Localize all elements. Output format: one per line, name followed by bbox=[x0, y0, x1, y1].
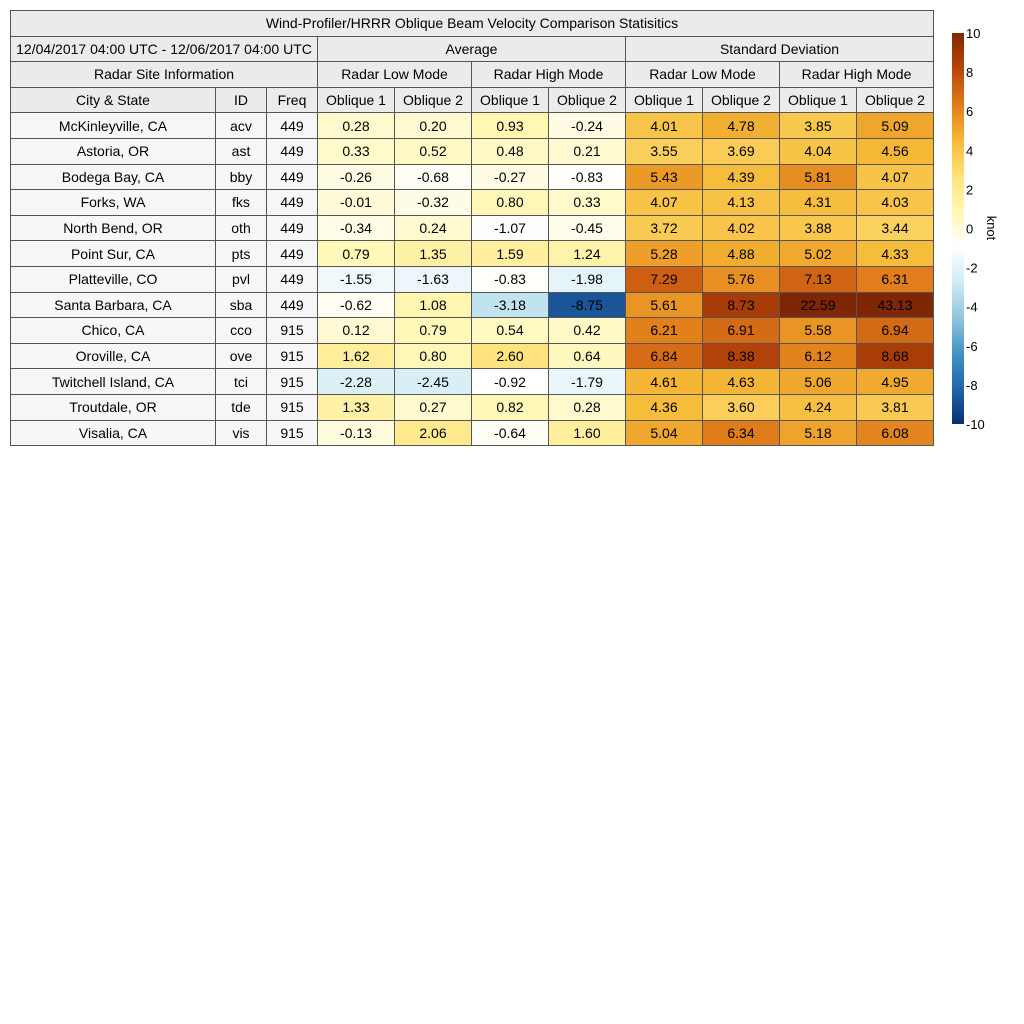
table-title: Wind-Profiler/HRRR Oblique Beam Velocity Comparison Statisitics bbox=[11, 11, 934, 37]
std-low-oblique2-cell: 8.73 bbox=[703, 292, 780, 318]
site-id: tde bbox=[216, 394, 267, 420]
colorbar-ticks bbox=[966, 26, 985, 432]
std-low-oblique2-cell: 4.02 bbox=[703, 215, 780, 241]
std-high-oblique1-cell: 5.02 bbox=[780, 241, 857, 267]
colorbar-tick-label: 10 bbox=[966, 26, 981, 41]
avg-high-oblique1-cell: 0.54 bbox=[472, 318, 549, 344]
avg-low-oblique2-cell: 0.20 bbox=[395, 113, 472, 139]
std-low-oblique1-cell: 6.84 bbox=[626, 343, 703, 369]
site-city: Troutdale, OR bbox=[11, 394, 216, 420]
avg-high-oblique1-cell: -0.64 bbox=[472, 420, 549, 446]
std-high-mode-header: Radar High Mode bbox=[780, 62, 934, 88]
std-dev-header: Standard Deviation bbox=[626, 36, 934, 62]
std-high-oblique2-cell: 6.94 bbox=[857, 318, 934, 344]
avg-high-oblique2-cell: 0.64 bbox=[549, 343, 626, 369]
std-low-oblique1-cell: 5.43 bbox=[626, 164, 703, 190]
std-high-oblique2-cell: 3.81 bbox=[857, 394, 934, 420]
avg-low-oblique1-cell: -0.34 bbox=[318, 215, 395, 241]
std-high-oblique2-cell: 4.03 bbox=[857, 190, 934, 216]
site-freq: 449 bbox=[267, 164, 318, 190]
std-high-oblique1-cell: 6.12 bbox=[780, 343, 857, 369]
avg-high-oblique1-cell: 0.82 bbox=[472, 394, 549, 420]
std-low-oblique1-cell: 5.28 bbox=[626, 241, 703, 267]
std-high-oblique1-cell: 3.88 bbox=[780, 215, 857, 241]
std-high-oblique1-cell: 5.18 bbox=[780, 420, 857, 446]
colorbar-tick-label: -2 bbox=[966, 260, 978, 276]
std-high-oblique1-cell: 5.06 bbox=[780, 369, 857, 395]
std-low-oblique1-cell: 3.72 bbox=[626, 215, 703, 241]
id-column-header: ID bbox=[216, 87, 267, 113]
site-city: Chico, CA bbox=[11, 318, 216, 344]
colorbar-tick-label: 0 bbox=[966, 221, 974, 237]
std-low-oblique2-cell: 4.13 bbox=[703, 190, 780, 216]
std-high-oblique2-cell: 6.31 bbox=[857, 266, 934, 292]
site-city: North Bend, OR bbox=[11, 215, 216, 241]
site-id: tci bbox=[216, 369, 267, 395]
avg-low-oblique1-cell: -2.28 bbox=[318, 369, 395, 395]
avg-high-oblique2-cell: -0.83 bbox=[549, 164, 626, 190]
avg-high-oblique2-cell: -8.75 bbox=[549, 292, 626, 318]
avg-high-oblique2-cell: -1.79 bbox=[549, 369, 626, 395]
avg-low-oblique1-cell: -0.01 bbox=[318, 190, 395, 216]
std-high-oblique1-header: Oblique 1 bbox=[780, 87, 857, 113]
avg-high-oblique1-cell: 0.48 bbox=[472, 138, 549, 164]
std-high-oblique1-cell: 4.24 bbox=[780, 394, 857, 420]
site-freq: 449 bbox=[267, 292, 318, 318]
site-freq: 915 bbox=[267, 369, 318, 395]
avg-low-oblique1-cell: 0.33 bbox=[318, 138, 395, 164]
avg-low-oblique1-cell: 1.33 bbox=[318, 394, 395, 420]
avg-high-oblique2-cell: -1.98 bbox=[549, 266, 626, 292]
avg-high-oblique1-cell: 0.80 bbox=[472, 190, 549, 216]
std-high-oblique1-cell: 22.59 bbox=[780, 292, 857, 318]
site-city: Point Sur, CA bbox=[11, 241, 216, 267]
avg-high-oblique1-cell: 1.59 bbox=[472, 241, 549, 267]
avg-low-oblique1-cell: -0.13 bbox=[318, 420, 395, 446]
colorbar-tick-label: -4 bbox=[966, 299, 978, 315]
city-column-header: City & State bbox=[11, 87, 216, 113]
avg-high-oblique2-cell: 0.33 bbox=[549, 190, 626, 216]
site-city: Visalia, CA bbox=[11, 420, 216, 446]
std-low-oblique2-cell: 3.69 bbox=[703, 138, 780, 164]
site-id: ove bbox=[216, 343, 267, 369]
avg-low-oblique2-cell: -2.45 bbox=[395, 369, 472, 395]
std-high-oblique2-cell: 8.68 bbox=[857, 343, 934, 369]
std-high-oblique1-cell: 4.04 bbox=[780, 138, 857, 164]
site-id: bby bbox=[216, 164, 267, 190]
std-low-oblique1-cell: 4.36 bbox=[626, 394, 703, 420]
std-high-oblique1-cell: 4.31 bbox=[780, 190, 857, 216]
std-low-oblique1-header: Oblique 1 bbox=[626, 87, 703, 113]
avg-high-oblique1-cell: -0.27 bbox=[472, 164, 549, 190]
avg-low-oblique2-cell: 0.79 bbox=[395, 318, 472, 344]
site-freq: 915 bbox=[267, 394, 318, 420]
std-low-oblique2-cell: 4.88 bbox=[703, 241, 780, 267]
avg-low-oblique1-cell: -0.62 bbox=[318, 292, 395, 318]
std-low-oblique2-cell: 5.76 bbox=[703, 266, 780, 292]
site-city: Forks, WA bbox=[11, 190, 216, 216]
colorbar-tick-label: -8 bbox=[966, 377, 978, 393]
std-low-oblique1-cell: 4.07 bbox=[626, 190, 703, 216]
avg-low-oblique2-cell: 1.35 bbox=[395, 241, 472, 267]
avg-low-oblique2-cell: 0.24 bbox=[395, 215, 472, 241]
avg-high-oblique1-cell: -3.18 bbox=[472, 292, 549, 318]
date-range: 12/04/2017 04:00 UTC - 12/06/2017 04:00 UTC bbox=[11, 36, 318, 62]
std-low-oblique2-header: Oblique 2 bbox=[703, 87, 780, 113]
site-city: Platteville, CO bbox=[11, 266, 216, 292]
std-high-oblique1-cell: 3.85 bbox=[780, 113, 857, 139]
std-high-oblique2-cell: 4.95 bbox=[857, 369, 934, 395]
colorbar-tick-label: -6 bbox=[966, 338, 978, 354]
avg-low-oblique2-cell: -1.63 bbox=[395, 266, 472, 292]
std-high-oblique2-cell: 4.33 bbox=[857, 241, 934, 267]
std-low-oblique1-cell: 6.21 bbox=[626, 318, 703, 344]
avg-high-mode-header: Radar High Mode bbox=[472, 62, 626, 88]
std-low-oblique1-cell: 5.61 bbox=[626, 292, 703, 318]
site-freq: 915 bbox=[267, 318, 318, 344]
site-id: pts bbox=[216, 241, 267, 267]
avg-low-oblique1-cell: 0.79 bbox=[318, 241, 395, 267]
avg-low-oblique2-cell: 0.52 bbox=[395, 138, 472, 164]
std-low-oblique2-cell: 4.39 bbox=[703, 164, 780, 190]
std-low-oblique2-cell: 4.78 bbox=[703, 113, 780, 139]
site-id: cco bbox=[216, 318, 267, 344]
std-high-oblique1-cell: 5.81 bbox=[780, 164, 857, 190]
avg-high-oblique2-cell: 0.42 bbox=[549, 318, 626, 344]
std-low-mode-header: Radar Low Mode bbox=[626, 62, 780, 88]
site-city: Twitchell Island, CA bbox=[11, 369, 216, 395]
colorbar-tick-label: 4 bbox=[966, 143, 974, 159]
avg-high-oblique1-cell: -0.83 bbox=[472, 266, 549, 292]
colorbar-tick-label: 2 bbox=[966, 182, 974, 198]
std-high-oblique1-cell: 5.58 bbox=[780, 318, 857, 344]
avg-low-oblique2-header: Oblique 2 bbox=[395, 87, 472, 113]
avg-high-oblique1-cell: 2.60 bbox=[472, 343, 549, 369]
colorbar-tick-label: 8 bbox=[966, 65, 974, 81]
site-city: Bodega Bay, CA bbox=[11, 164, 216, 190]
site-freq: 449 bbox=[267, 215, 318, 241]
std-low-oblique2-cell: 3.60 bbox=[703, 394, 780, 420]
avg-low-oblique2-cell: -0.32 bbox=[395, 190, 472, 216]
avg-low-oblique2-cell: 1.08 bbox=[395, 292, 472, 318]
std-high-oblique2-cell: 4.07 bbox=[857, 164, 934, 190]
std-high-oblique2-cell: 3.44 bbox=[857, 215, 934, 241]
std-high-oblique2-cell: 43.13 bbox=[857, 292, 934, 318]
site-id: pvl bbox=[216, 266, 267, 292]
site-info-header: Radar Site Information bbox=[11, 62, 318, 88]
avg-high-oblique2-cell: 1.24 bbox=[549, 241, 626, 267]
avg-low-oblique1-cell: 1.62 bbox=[318, 343, 395, 369]
site-city: Santa Barbara, CA bbox=[11, 292, 216, 318]
avg-high-oblique2-cell: 0.21 bbox=[549, 138, 626, 164]
std-high-oblique2-header: Oblique 2 bbox=[857, 87, 934, 113]
freq-column-header: Freq bbox=[267, 87, 318, 113]
site-freq: 449 bbox=[267, 266, 318, 292]
site-freq: 449 bbox=[267, 113, 318, 139]
avg-high-oblique2-header: Oblique 2 bbox=[549, 87, 626, 113]
site-freq: 449 bbox=[267, 190, 318, 216]
average-header: Average bbox=[318, 36, 626, 62]
std-low-oblique1-cell: 7.29 bbox=[626, 266, 703, 292]
std-high-oblique1-cell: 7.13 bbox=[780, 266, 857, 292]
site-id: fks bbox=[216, 190, 267, 216]
avg-low-oblique1-cell: -0.26 bbox=[318, 164, 395, 190]
std-high-oblique2-cell: 4.56 bbox=[857, 138, 934, 164]
site-id: oth bbox=[216, 215, 267, 241]
avg-high-oblique1-cell: -1.07 bbox=[472, 215, 549, 241]
std-low-oblique2-cell: 6.34 bbox=[703, 420, 780, 446]
std-high-oblique2-cell: 5.09 bbox=[857, 113, 934, 139]
avg-low-oblique2-cell: 0.27 bbox=[395, 394, 472, 420]
site-city: Astoria, OR bbox=[11, 138, 216, 164]
site-id: acv bbox=[216, 113, 267, 139]
avg-high-oblique1-cell: -0.92 bbox=[472, 369, 549, 395]
site-id: vis bbox=[216, 420, 267, 446]
colorbar-tick-label: 6 bbox=[966, 104, 974, 120]
std-low-oblique1-cell: 5.04 bbox=[626, 420, 703, 446]
site-freq: 449 bbox=[267, 138, 318, 164]
avg-low-oblique1-cell: 0.12 bbox=[318, 318, 395, 344]
std-low-oblique1-cell: 4.01 bbox=[626, 113, 703, 139]
avg-high-oblique1-header: Oblique 1 bbox=[472, 87, 549, 113]
colorbar-gradient bbox=[952, 33, 964, 424]
site-freq: 449 bbox=[267, 241, 318, 267]
std-low-oblique2-cell: 6.91 bbox=[703, 318, 780, 344]
colorbar-label: knot bbox=[984, 215, 999, 241]
site-freq: 915 bbox=[267, 420, 318, 446]
avg-high-oblique2-cell: -0.24 bbox=[549, 113, 626, 139]
std-high-oblique2-cell: 6.08 bbox=[857, 420, 934, 446]
site-city: Oroville, CA bbox=[11, 343, 216, 369]
site-id: ast bbox=[216, 138, 267, 164]
avg-low-oblique1-header: Oblique 1 bbox=[318, 87, 395, 113]
avg-low-oblique2-cell: 2.06 bbox=[395, 420, 472, 446]
avg-low-oblique2-cell: 0.80 bbox=[395, 343, 472, 369]
std-low-oblique2-cell: 8.38 bbox=[703, 343, 780, 369]
avg-high-oblique2-cell: 1.60 bbox=[549, 420, 626, 446]
site-city: McKinleyville, CA bbox=[11, 113, 216, 139]
std-low-oblique1-cell: 4.61 bbox=[626, 369, 703, 395]
avg-high-oblique1-cell: 0.93 bbox=[472, 113, 549, 139]
avg-low-oblique1-cell: 0.28 bbox=[318, 113, 395, 139]
avg-high-oblique2-cell: 0.28 bbox=[549, 394, 626, 420]
avg-low-mode-header: Radar Low Mode bbox=[318, 62, 472, 88]
avg-high-oblique2-cell: -0.45 bbox=[549, 215, 626, 241]
std-low-oblique2-cell: 4.63 bbox=[703, 369, 780, 395]
avg-low-oblique2-cell: -0.68 bbox=[395, 164, 472, 190]
colorbar-tick-label: -10 bbox=[966, 417, 985, 432]
avg-low-oblique1-cell: -1.55 bbox=[318, 266, 395, 292]
std-low-oblique1-cell: 3.55 bbox=[626, 138, 703, 164]
site-id: sba bbox=[216, 292, 267, 318]
site-freq: 915 bbox=[267, 343, 318, 369]
